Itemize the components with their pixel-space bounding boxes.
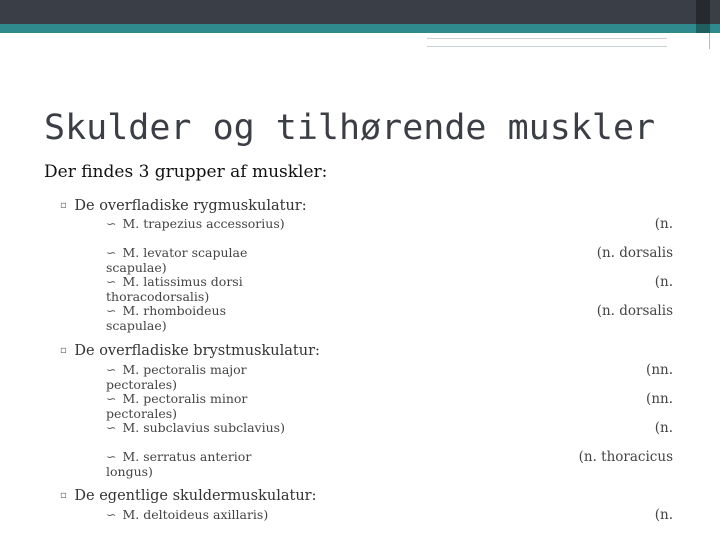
muscle-label: M. trapezius accessorius) [122, 216, 285, 231]
bullet-icon: ▫ [60, 200, 67, 211]
muscle-label: M. pectoralis major pectorales) [106, 362, 247, 392]
muscle-label: M. pectoralis minor pectorales) [106, 391, 248, 421]
muscle-label: M. latissimus dorsi thoracodorsalis) [106, 274, 243, 304]
tilde-bullet-icon: ∽ [106, 303, 117, 318]
group-heading [60, 198, 307, 214]
list-item [106, 275, 286, 304]
muscle-label: M. subclavius subclavius) [122, 420, 285, 435]
top-bar-block [696, 0, 710, 24]
muscle-label: M. deltoideus axillaris) [122, 507, 269, 522]
group-heading-label: De overfladiske rygmuskulatur: [74, 198, 307, 214]
tilde-bullet-icon: ∽ [106, 362, 117, 377]
tilde-bullet-icon: ∽ [106, 216, 117, 231]
top-bar [0, 0, 720, 24]
accent-bar-block [696, 24, 710, 33]
nerve-label: (n. [654, 274, 673, 290]
list-item [106, 304, 286, 333]
muscle-label: M. levator scapulae scapulae) [106, 245, 248, 275]
tilde-bullet-icon: ∽ [106, 507, 117, 522]
group-heading [60, 488, 316, 504]
nerve-label: (n. [654, 420, 673, 436]
accent-bar [0, 24, 720, 33]
bullet-icon: ▫ [60, 490, 67, 501]
list-item [106, 217, 286, 232]
nerve-label: (nn. [646, 391, 673, 407]
group-heading-label: De egentlige skuldermuskulatur: [74, 488, 317, 504]
list-item [106, 363, 286, 392]
nerve-label: (n. [654, 216, 673, 232]
tilde-bullet-icon: ∽ [106, 274, 117, 289]
list-item [106, 392, 286, 421]
list-item [106, 508, 286, 523]
tilde-bullet-icon: ∽ [106, 449, 117, 464]
bullet-icon: ▫ [60, 345, 67, 356]
nerve-label: (n. [654, 507, 673, 523]
tilde-bullet-icon: ∽ [106, 245, 117, 260]
list-item [106, 246, 286, 275]
group-heading-label: De overfladiske brystmuskulatur: [74, 343, 320, 359]
nerve-label: (n. dorsalis [596, 303, 673, 319]
decorative-rule [427, 38, 667, 39]
muscle-label: M. serratus anterior longus) [106, 449, 252, 479]
decorative-rule [427, 46, 667, 47]
slide-title: Skulder og tilhørende muskler [44, 108, 656, 148]
list-item [106, 421, 286, 436]
list-item [106, 450, 286, 479]
tilde-bullet-icon: ∽ [106, 391, 117, 406]
nerve-label: (n. dorsalis [596, 245, 673, 261]
muscle-label: M. rhomboideus scapulae) [106, 303, 227, 333]
decorative-vline [709, 33, 710, 49]
tilde-bullet-icon: ∽ [106, 420, 117, 435]
nerve-label: (n. thoracicus [578, 449, 673, 465]
intro-text: Der findes 3 grupper af muskler: [44, 162, 328, 182]
group-heading [60, 343, 320, 359]
nerve-label: (nn. [646, 362, 673, 378]
